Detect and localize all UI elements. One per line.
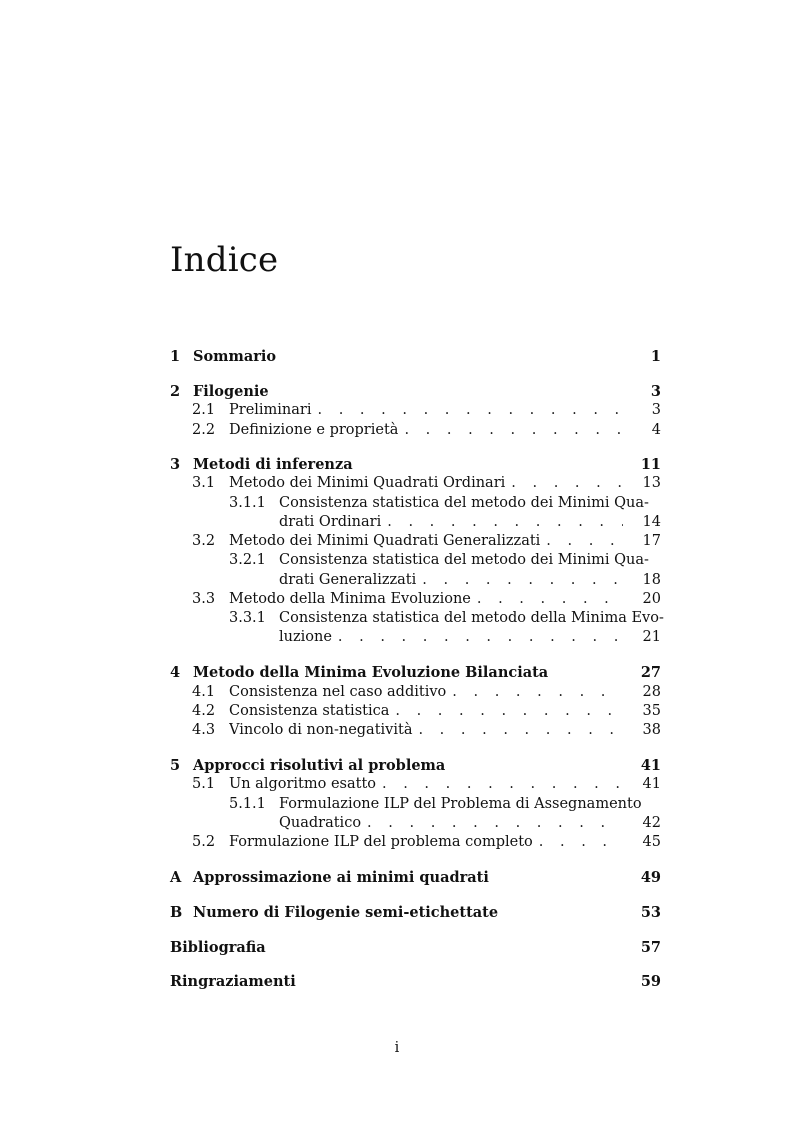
toc-chapter-1[interactable] [170, 347, 661, 366]
page-number: 49 [640, 869, 661, 886]
appendix-title: Approssimazione ai minimi quadrati [193, 869, 489, 886]
chapter-number: 3 [170, 456, 181, 473]
toc-section-2-2[interactable] [170, 421, 661, 440]
toc-section-3-3[interactable] [170, 590, 661, 609]
chapter-number: 2 [170, 383, 181, 400]
appendix-letter: B [170, 904, 183, 921]
chapter-title: Filogenie [193, 383, 269, 400]
chapter-title: Sommario [193, 348, 277, 365]
section-number: 5.1 [192, 776, 216, 792]
toc-chapter-5[interactable] [170, 756, 661, 775]
acknowledgements-title: Ringraziamenti [170, 973, 296, 990]
toc-chapter-3[interactable] [170, 455, 661, 474]
dot-leader [387, 513, 623, 532]
page-number: 17 [642, 533, 661, 549]
section-title: Metodo dei Minimi Quadrati Ordinari [229, 475, 506, 491]
page-number: 57 [640, 939, 661, 956]
section-number: 4.3 [192, 722, 216, 738]
toc-acknowledgements[interactable] [170, 972, 661, 991]
subsection-number: 5.1.1 [229, 796, 266, 812]
subsection-title-cont: luzione [279, 629, 332, 645]
subsection-number: 3.2.1 [229, 552, 266, 568]
chapter-title: Metodi di inferenza [193, 456, 353, 473]
toc-chapter-2[interactable] [170, 382, 661, 401]
appendix-title: Numero di Filogenie semi-etichettate [193, 904, 499, 921]
section-number: 3.3 [192, 591, 216, 607]
toc-section-4-2[interactable] [170, 702, 661, 721]
section-number: 2.2 [192, 422, 216, 438]
page-folio: i [394, 1040, 400, 1056]
dot-leader [382, 775, 623, 794]
section-number: 4.1 [192, 684, 216, 700]
section-number: 4.2 [192, 703, 216, 719]
page-number: 38 [642, 722, 661, 738]
section-number: 5.2 [192, 834, 216, 850]
toc-section-3-2[interactable] [170, 532, 661, 551]
page-number: 27 [640, 664, 661, 681]
section-title: Formulazione ILP del problema completo [229, 834, 533, 850]
dot-leader [422, 571, 623, 590]
dot-leader [404, 421, 623, 440]
toc-section-3-1[interactable] [170, 474, 661, 493]
dot-leader [477, 590, 623, 609]
page-number: 42 [642, 815, 661, 831]
section-title: Consistenza nel caso additivo [229, 684, 447, 700]
chapter-number: 1 [170, 348, 181, 365]
page-number: 53 [640, 904, 661, 921]
dot-leader [539, 833, 623, 852]
appendix-letter: A [170, 869, 182, 886]
toc-subsection-3-2-1-cont[interactable] [170, 571, 661, 590]
subsection-title: Consistenza statistica del metodo dei Minimi Qua- [279, 495, 649, 511]
toc-section-5-1[interactable] [170, 775, 661, 794]
dot-leader [338, 628, 623, 647]
dot-leader [418, 721, 623, 740]
page-number: 45 [642, 834, 661, 850]
toc-subsection-5-1-1-cont[interactable] [170, 814, 661, 833]
chapter-title: Approcci risolutivi al problema [193, 757, 446, 774]
toc-subsection-5-1-1[interactable] [170, 795, 661, 814]
page-number: 20 [642, 591, 661, 607]
subsection-title: Formulazione ILP del Problema di Assegnamento [279, 796, 642, 812]
section-number: 3.1 [192, 475, 216, 491]
page-title: Indice [170, 240, 279, 280]
section-title: Consistenza statistica [229, 703, 390, 719]
toc-appendix-a[interactable] [170, 868, 661, 887]
bibliography-title: Bibliografia [170, 939, 266, 956]
dot-leader [546, 532, 623, 551]
toc-bibliography[interactable] [170, 938, 661, 957]
page-number: 4 [651, 422, 661, 438]
section-title: Un algoritmo esatto [229, 776, 376, 792]
subsection-title-cont: drati Generalizzati [279, 572, 417, 588]
page-number: 3 [651, 402, 661, 418]
page-number: 1 [650, 348, 661, 365]
page-number: 41 [640, 757, 661, 774]
toc-section-4-3[interactable] [170, 721, 661, 740]
toc-section-5-2[interactable] [170, 833, 661, 852]
dot-leader [452, 683, 623, 702]
page-number: 28 [642, 684, 661, 700]
section-number: 2.1 [192, 402, 216, 418]
dot-leader [367, 814, 623, 833]
toc-subsection-3-1-1[interactable] [170, 494, 661, 513]
page-number: 35 [642, 703, 661, 719]
page-number: 14 [642, 514, 661, 530]
page-number: 13 [642, 475, 661, 491]
toc-subsection-3-3-1-cont[interactable] [170, 628, 661, 647]
subsection-number: 3.1.1 [229, 495, 266, 511]
page-number: 41 [642, 776, 661, 792]
section-title: Metodo della Minima Evoluzione [229, 591, 471, 607]
page-number: 11 [640, 456, 661, 473]
chapter-title: Metodo della Minima Evoluzione Bilanciata [193, 664, 549, 681]
subsection-title-cont: Quadratico [279, 815, 362, 831]
dot-leader [511, 474, 623, 493]
section-title: Metodo dei Minimi Quadrati Generalizzati [229, 533, 541, 549]
subsection-title: Consistenza statistica del metodo della Minima Evo- [279, 610, 664, 626]
chapter-number: 4 [170, 664, 181, 681]
toc-chapter-4[interactable] [170, 663, 661, 682]
page-number: 59 [640, 973, 661, 990]
chapter-number: 5 [170, 757, 181, 774]
dot-leader [395, 702, 623, 721]
subsection-title-cont: drati Ordinari [279, 514, 382, 530]
subsection-number: 3.3.1 [229, 610, 266, 626]
page-number: 18 [642, 572, 661, 588]
toc-section-2-1[interactable] [170, 401, 661, 420]
toc-subsection-3-1-1-cont[interactable] [170, 513, 661, 532]
toc-subsection-3-3-1[interactable] [170, 609, 664, 628]
page-number: 21 [642, 629, 661, 645]
section-title: Vincolo di non-negatività [229, 722, 413, 738]
toc-subsection-3-2-1[interactable] [170, 551, 661, 570]
section-title: Preliminari [229, 402, 312, 418]
dot-leader [317, 401, 623, 420]
section-title: Definizione e proprietà [229, 422, 399, 438]
page-number: 3 [650, 383, 661, 400]
toc-section-4-1[interactable] [170, 683, 661, 702]
subsection-title: Consistenza statistica del metodo dei Minimi Qua- [279, 552, 649, 568]
section-number: 3.2 [192, 533, 216, 549]
toc-appendix-b[interactable] [170, 903, 661, 922]
